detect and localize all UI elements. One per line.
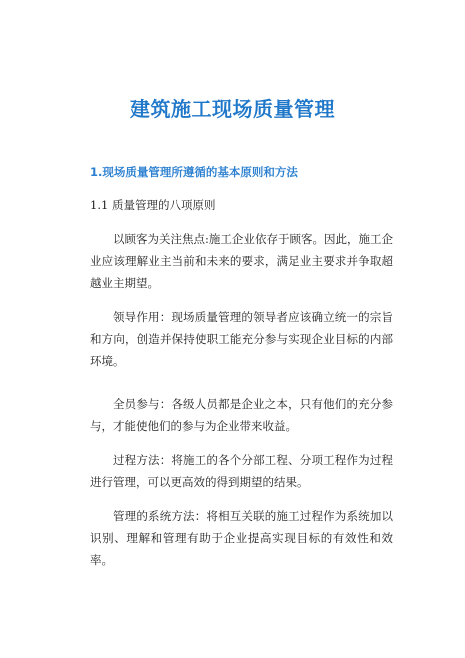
section-heading: 1.现场质量管理所遵循的基本原则和方法 bbox=[90, 165, 298, 179]
document-title: 建筑施工现场质量管理 bbox=[130, 97, 335, 121]
paragraph-leadership: 领导作用：现场质量管理的领导者应该确立统一的宗旨和方向，创造并保持使职工能充分参与实现企业目标的内部环境。 bbox=[90, 310, 393, 368]
paragraph-process-approach: 过程方法：将施工的各个分部工程、分项工程作为过程进行管理，可以更高效的得到期望的结果。 bbox=[90, 453, 393, 489]
paragraph-customer-focus: 以顾客为关注焦点:施工企业依存于顾客。因此，施工企业应该理解业主当前和未来的要求，满足业主要求并争取超越业主期望。 bbox=[90, 232, 393, 290]
paragraph-system-approach: 管理的系统方法：将相互关联的施工过程作为系统加以识别、理解和管理有助于企业提高实现目标的有效性和效率。 bbox=[90, 509, 393, 567]
paragraph-involvement: 全员参与：各级人员都是企业之本，只有他们的充分参与，才能使他们的参与为企业带来收益。 bbox=[90, 397, 393, 433]
subsection-heading: 1.1 质量管理的八项原则 bbox=[90, 198, 216, 212]
